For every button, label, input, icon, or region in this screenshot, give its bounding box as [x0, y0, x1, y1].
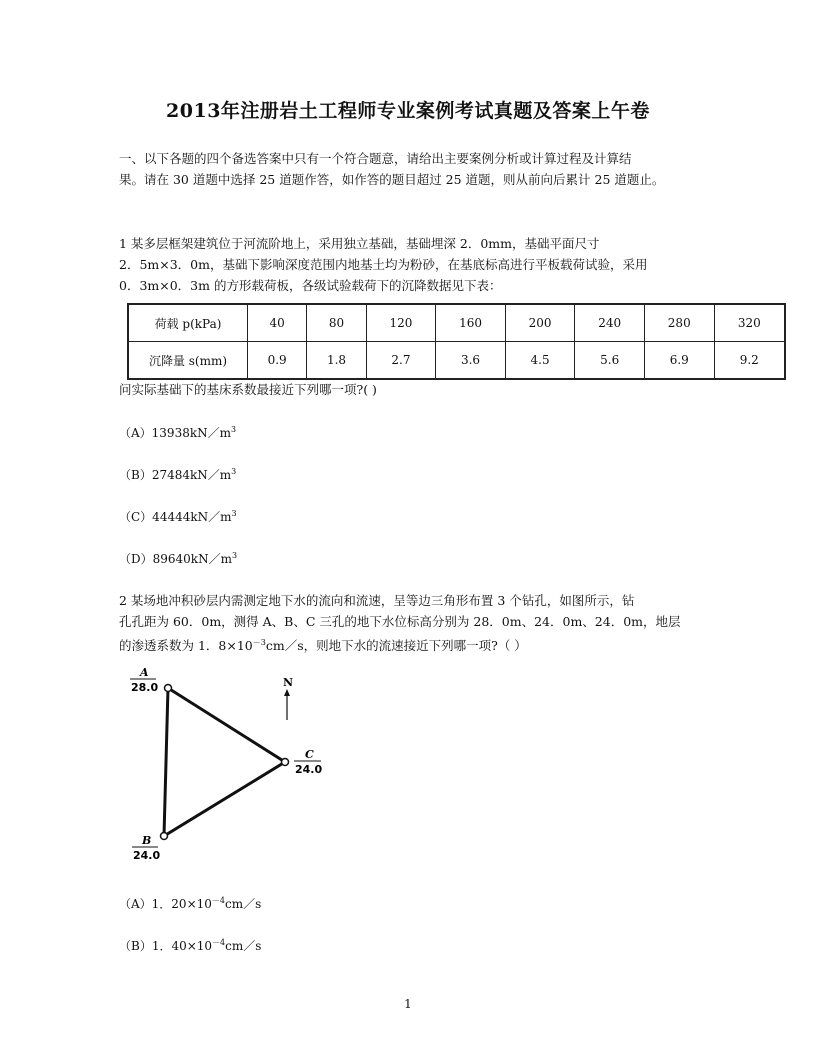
table-cell: 4.5	[505, 342, 575, 380]
option-superscript: －4	[211, 896, 225, 905]
instructions-line-1: 一、以下各题的四个备选答案中只有一个符合题意，请给出主要案例分析或计算过程及计算结	[119, 151, 632, 166]
triangle-outline	[164, 688, 285, 836]
question-1-prompt: 问实际基础下的基床系数最接近下列哪一项?( )	[119, 382, 377, 397]
option-superscript: 3	[231, 509, 237, 518]
option-text: （A）1．20×10	[119, 897, 212, 911]
question-1-option-c	[119, 508, 237, 525]
question-1-option-d	[119, 550, 237, 567]
table-cell: 280	[644, 304, 714, 342]
borehole-c-marker	[282, 759, 289, 766]
question-1-option-b	[119, 466, 236, 483]
table-cell: 80	[307, 304, 366, 342]
table-cell: 160	[436, 304, 506, 342]
option-text: （B）27484kN／m	[119, 468, 232, 482]
option-superscript: －4	[212, 938, 226, 947]
table-cell: 6.9	[644, 342, 714, 380]
line-text: cm／s，则地下水的流速接近下列哪一项?（ ）	[265, 638, 527, 654]
option-text: （B）1．40×10	[119, 939, 213, 953]
question-2-stem	[119, 590, 709, 656]
table-cell: 120	[366, 304, 436, 342]
table-header-load: 荷载 p(kPa)	[128, 304, 248, 342]
table-row-load	[128, 304, 785, 342]
table-cell: 9.2	[714, 342, 785, 380]
question-1-line-1: 1 某多层框架建筑位于河流阶地上，采用独立基础，基础埋深 2．0mm，基础平面尺寸	[119, 236, 600, 251]
page-title: 2013年注册岩土工程师专业案例考试真题及答案上午卷	[166, 100, 650, 122]
table-header-settlement: 沉降量 s(mm)	[128, 342, 248, 380]
table-cell: 3.6	[436, 342, 506, 380]
borehole-a-value: 28.0	[131, 681, 159, 694]
option-text: cm／s	[225, 939, 262, 953]
table-row-settlement	[128, 342, 785, 380]
line-text: 的渗透系数为 1．8×10	[119, 638, 253, 654]
question-2-option-a	[119, 895, 261, 912]
borehole-b-value: 24.0	[133, 849, 161, 862]
table-cell: 5.6	[575, 342, 645, 380]
table-cell: 200	[505, 304, 575, 342]
question-1-option-a	[119, 424, 236, 441]
option-superscript: 3	[231, 467, 237, 476]
option-superscript: 3	[231, 425, 237, 434]
borehole-c-value: 24.0	[295, 763, 323, 776]
question-2-line-2: 孔孔距为 60．0m，测得 A、B、C 三孔的地下水位标高分别为 28．0m、24．0m、24．0m，地层	[119, 614, 681, 629]
exponent: －3	[252, 638, 266, 647]
option-text: cm／s	[225, 897, 262, 911]
north-arrowhead-icon	[284, 689, 290, 696]
table-cell: 240	[575, 304, 645, 342]
borehole-b-marker	[161, 833, 168, 840]
borehole-b-label: B	[142, 834, 152, 847]
table-cell: 2.7	[366, 342, 436, 380]
instructions-paragraph	[119, 148, 709, 190]
borehole-a-marker	[165, 685, 172, 692]
borehole-a-label: A	[140, 666, 149, 679]
load-settlement-table	[127, 303, 786, 380]
north-label: N	[283, 676, 294, 689]
option-text: （A）13938kN／m	[119, 426, 231, 440]
question-1-line-2: 2．5m×3．0m，基础下影响深度范围内地基土均为粉砂，在基底标高进行平板载荷试验，采用	[119, 257, 648, 272]
option-text: （D）89640kN／m	[119, 552, 232, 566]
borehole-c-label: C	[305, 748, 314, 761]
table-cell: 320	[714, 304, 785, 342]
question-2-line-1: 2 某场地冲积砂层内需测定地下水的流向和流速，呈等边三角形布置 3 个钻孔，如图所示，钻	[119, 593, 635, 608]
option-superscript: 3	[231, 551, 238, 560]
question-2-line-3	[119, 632, 709, 656]
instructions-line-2: 果。请在 30 道题中选择 25 道题作答，如作答的题目超过 25 道题，则从前向后累计 25 道题止。	[119, 172, 665, 187]
question-1-line-3: 0．3m×0．3m 的方形载荷板，各级试验载荷下的沉降数据见下表：	[119, 278, 502, 293]
option-text: （C）44444kN／m	[119, 510, 232, 524]
table-cell: 0.9	[248, 342, 307, 380]
page-number: 1	[404, 997, 412, 1011]
question-2-option-b	[119, 937, 261, 954]
borehole-triangle-diagram	[118, 658, 338, 868]
table-cell: 1.8	[307, 342, 366, 380]
table-cell: 40	[248, 304, 307, 342]
question-1-stem	[119, 233, 709, 296]
